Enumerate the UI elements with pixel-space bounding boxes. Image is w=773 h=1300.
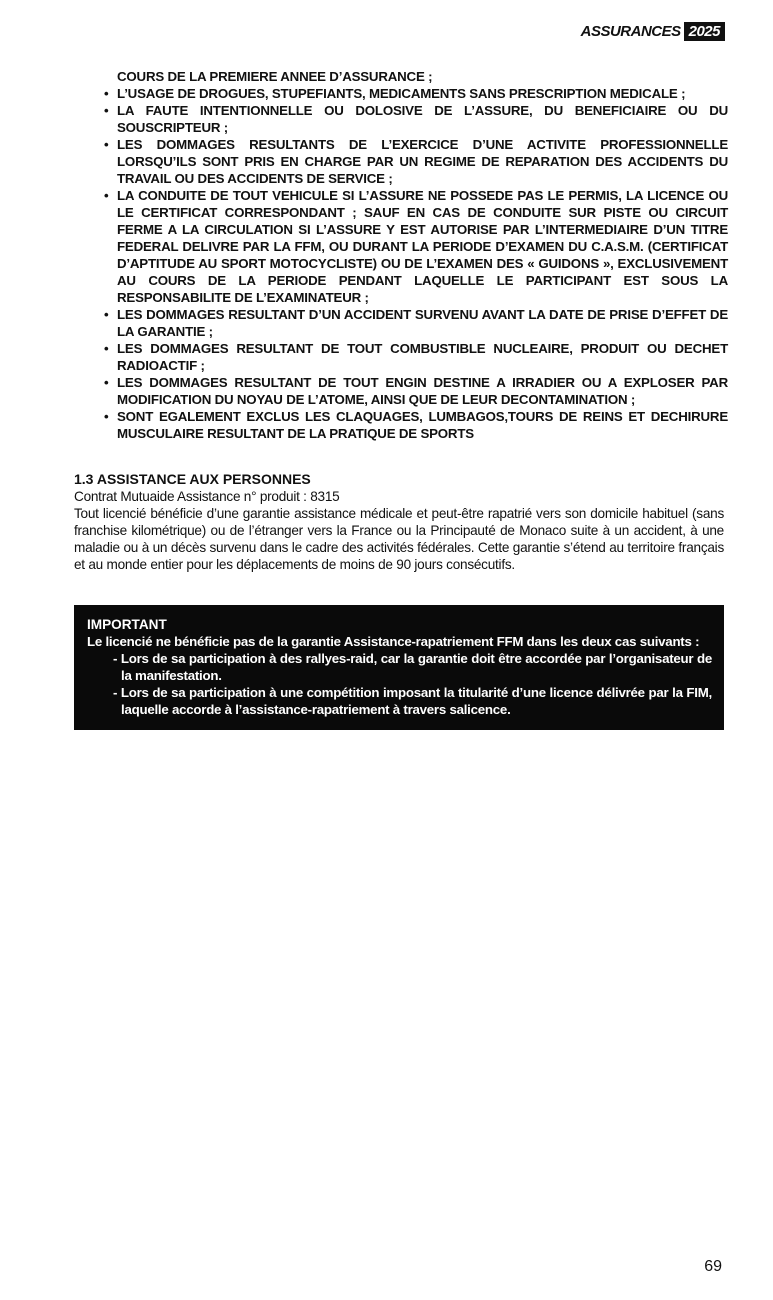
important-item: - Lors de sa participation à des rallyes-raid, car la garantie doit être accordée par l’organisateur de la manifestation. [113, 651, 712, 683]
important-item: - Lors de sa participation à une compétition imposant la titularité d’une licence délivrée par la FIM, laquelle accorde à l’assistance-rapatriement à travers salicence. [113, 685, 712, 717]
assistance-body-text: Tout licencié bénéficie d’une garantie assistance médicale et peut-être rapatrié vers son domicile habituel (sans franchise kilométrique) ou de l’étranger vers la France ou la Principauté de Monaco suite à un accident, à une maladie ou à un décès survenu dans le cadre des activités fédérales. Cette garantie s’étend au territoire français et au monde entier pour les déplacements de moins de 90 jours consécutifs. [74, 506, 724, 572]
important-lead-text: Le licencié ne bénéficie pas de la garantie Assistance-rapatriement FFM dans les deux cas suivants : [87, 634, 700, 649]
exclusion-item: • LES DOMMAGES RESULTANTS DE L’EXERCICE D’UNE ACTIVITE PROFESSIONNELLE LORSQU’ILS SONT PRIS EN CHARGE PAR UN REGIME DE REPARATION DES ACCIDENTS DU TRAVAIL OU DES ACCIDENTS DE SERVICE ; [104, 136, 728, 187]
exclusion-item: • LA CONDUITE DE TOUT VEHICULE SI L’ASSURE NE POSSEDE PAS LE PERMIS, LA LICENCE OU LE CERTIFICAT CORRESPONDANT ; SAUF EN CAS DE CONDUITE SUR PISTE OU CIRCUIT FERME A LA CIRCULATION SI L’ASSURE Y EST AUTORISE PAR L’INTERMEDIAIRE D’UN TITRE FEDERAL DELIVRE PAR LA FFM, OU DURANT LA PERIODE D’EXAMEN DU C.A.S.M. (CERTIFICAT D’APTITUDE AU SPORT MOTOCYCLISTE) OU DE L’EXAMEN DES « GUIDONS », EXCLUSIVEMENT AU COURS DE LA PERIODE PENDANT LAQUELLE LE PARTICIPANT EST SOUS LA RESPONSABILITE DE L’EXAMINATEUR ; [104, 187, 728, 306]
important-title: IMPORTANT [87, 617, 167, 632]
exclusion-item: • L’USAGE DE DROGUES, STUPEFIANTS, MEDICAMENTS SANS PRESCRIPTION MEDICALE ; [104, 85, 728, 102]
exclusion-continued-text: COURS DE LA PREMIERE ANNEE D’ASSURANCE ; [117, 69, 433, 84]
page-number: 69 [704, 1258, 722, 1275]
assistance-section [74, 471, 724, 573]
exclusions-list [104, 68, 728, 442]
important-notice-box [74, 605, 724, 730]
exclusion-item: • LES DOMMAGES RESULTANT DE TOUT COMBUSTIBLE NUCLEAIRE, PRODUIT OU DECHET RADIOACTIF ; [104, 340, 728, 374]
section-heading: 1.3 ASSISTANCE AUX PERSONNES [74, 471, 311, 487]
contract-reference: Contrat Mutuaide Assistance n° produit : 8315 [74, 489, 340, 504]
header-year-badge: 2025 [684, 22, 725, 41]
page-header [581, 22, 725, 41]
header-title: ASSURANCES [580, 23, 681, 40]
exclusion-item: • LES DOMMAGES RESULTANT D’UN ACCIDENT SURVENU AVANT LA DATE DE PRISE D’EFFET DE LA GARANTIE ; [104, 306, 728, 340]
exclusion-item: • LA FAUTE INTENTIONNELLE OU DOLOSIVE DE L’ASSURE, DU BENEFICIAIRE OU DU SOUSCRIPTEUR ; [104, 102, 728, 136]
exclusion-item: • LES DOMMAGES RESULTANT DE TOUT ENGIN DESTINE A IRRADIER OU A EXPLOSER PAR MODIFICATION DU NOYAU DE L’ATOME, AINSI QUE DE LEUR DECONTAMINATION ; [104, 374, 728, 408]
exclusion-item: • SONT EGALEMENT EXCLUS LES CLAQUAGES, LUMBAGOS,TOURS DE REINS ET DECHIRURE MUSCULAIRE RESULTANT DE LA PRATIQUE DE SPORTS [104, 408, 728, 442]
